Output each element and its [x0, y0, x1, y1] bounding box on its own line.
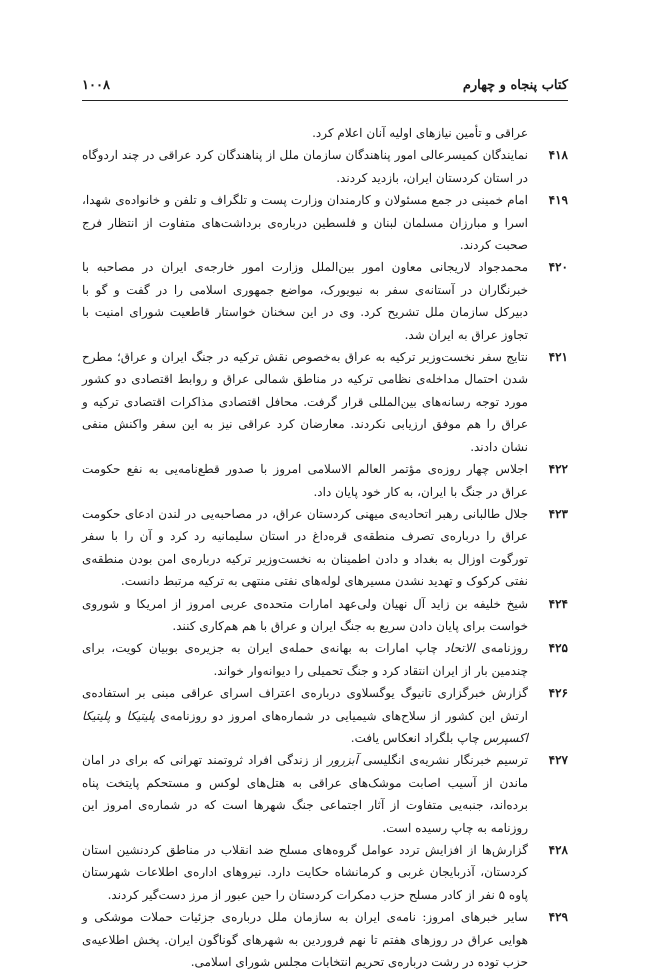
entry-number: ۴۱۹ [548, 193, 568, 208]
entry-427 [82, 749, 568, 839]
entry-number: ۴۲۸ [548, 843, 568, 857]
entry-text-pre: گزارش خبرگزاری تانیوگ یوگسلاوی درباره‌ی اعتراف اسرای عراقی مبنی بر استفاده‌ی ارتش این کشور از سلاح‌های شیمیایی در شماره‌های امروز دو روزنامه‌ی [82, 686, 528, 723]
newspaper-name: پلیتیکا [126, 708, 156, 723]
entry-text: امام خمینی در جمع مسئولان و کارمندان وزارت پست و تلگراف و تلفن و خانواده‌ی شهدا، اسرا و مبارزان مسلمان لبنان و فلسطین درباره‌ی برداشت‌های متفاوت از انتظار فرج صحبت کردند. [82, 193, 528, 253]
newspaper-name-2: پلیتیکا اکسپرس [82, 708, 528, 745]
entry-text: گزارش‌ها از افزایش تردد عوامل گروه‌های مسلح ضد انقلاب در مناطق کردنشین استان کردستان، آذربایجان غربی و کرمانشاه حکایت دارد. نیروهای اداره‌ی اطلاعات شهرستان پاوه ۵ نفر از کادر مسلح حزب دمکرات کردستان را حین عبور از مرز دست‌گیر کردند. [82, 843, 528, 902]
page-number: ۱۰۰۸ [82, 78, 110, 93]
entry-428 [82, 839, 568, 906]
entry-text-pre: روزنامه‌ی [474, 641, 528, 656]
entry-423 [82, 503, 568, 593]
entry-number: ۴۲۷ [548, 753, 568, 768]
entry-text: چاپ بلگراد انعکاس یافت. [350, 730, 484, 745]
newspaper-name: الاتحاد [444, 641, 475, 656]
entry-text: سایر خبرهای امروز: نامه‌ی ایران به سازمان ملل درباره‌ی جزئیات حملات موشکی و هوایی عراق در روزهای هفتم تا نهم فروردین به شهرهای گوناگون ایران. پخش اطلاعیه‌ی حزب توده در رشت درباره‌ی تحریم انتخابات مجلس شورای اسلامی. [82, 910, 528, 970]
entry-number: ۴۲۳ [548, 506, 568, 521]
entry-418 [82, 144, 568, 189]
entry-text-pre: ترسیم خبرنگار نشریه‌ی انگلیسی [358, 753, 528, 768]
entry-text-mid: و [110, 708, 127, 723]
entry-422 [82, 458, 568, 503]
entry-425 [82, 637, 568, 682]
continuation-paragraph: عراقی و تأمین نیازهای اولیه آنان اعلام کرد. [312, 126, 528, 140]
entry-number: ۴۱۸ [548, 148, 568, 163]
document-body [82, 122, 568, 973]
entry-number: ۴۲۵ [548, 641, 568, 656]
entry-text: نتایج سفر نخست‌وزیر ترکیه به عراق به‌خصوص نقش ترکیه در جنگ ایران و عراق؛ مطرح شدن احتمال مداخله‌ی نظامی ترکیه در مناطق شمالی عراق و روابط اقتصادی دو کشور مورد توجه رسانه‌های بین‌المللی قرار گرفت. محافل اقتصادی مذاکرات اقتصادی ترکیه و عراق را هم موفق ارزیابی نکردند. معارضان کرد عراقی نیز به این سفر واکنش منفی نشان دادند. [82, 350, 528, 454]
entry-text: از زندگی افراد ثروتمند تهرانی که برای در امان ماندن از آسیب اصابت موشک‌های عراقی به هتل‌های لوکس و مستحکم پایتخت پناه برده‌اند، جنبه‌یی متفاوت از آثار اجتماعی جنگ شهرها است که در شماره‌ی امروز این روزنامه به چاپ رسیده است. [82, 753, 528, 835]
header-rule [82, 100, 568, 101]
entry-text: جلال طالبانی رهبر اتحادیه‌ی میهنی کردستان عراق، در مصاحبه‌یی در لندن ادعای حکومت عراق را درباره‌ی تصرف منطقه‌ی قره‌داغ در استان سلیمانیه رد کرد و آن را با سفر تورگوت اوزال به بغداد و دادن اطمینان به نخست‌وزیر ترکیه درباره‌ی امن بودن منطقه‌ی نفتی کرکوک و تهدید نشدن مسیرهای لوله‌های نفتی منتهی به ترکیه مرتبط دانست. [82, 506, 528, 589]
entry-number: ۴۲۱ [548, 350, 568, 365]
entry-text: محمدجواد لاریجانی معاون امور بین‌الملل وزارت امور خارجه‌ی ایران در مصاحبه با خبرنگاران در آستانه‌ی سفر به نیویورک، مواضع جمهوری اسلامی را در گفت و گو با دبیرکل سازمان ملل تشریح کرد. وی در این سخنان خواستار قاطعیت شورای امنیت با تجاوز عراق به ایران شد. [82, 260, 528, 342]
entry-text: نمایندگان کمیسرعالی امور پناهندگان سازمان ملل از پناهندگان کرد عراقی در چند اردوگاه در استان کردستان ایران، بازدید کردند. [82, 148, 528, 185]
newspaper-name: آبزرور [327, 753, 359, 768]
running-header [82, 78, 568, 100]
entry-text: شیخ خلیفه بن زاید آل نهیان ولی‌عهد امارات متحده‌ی عربی امروز از امریکا و شوروی خواست برای پایان دادن سریع به جنگ ایران و عراق با هم هم‌کاری کنند. [82, 596, 528, 633]
entry-426 [82, 682, 568, 749]
entry-text: چاپ امارات به بهانه‌ی حمله‌ی ایران به جزیره‌ی بوبیان کویت، برای چندمین بار از ایران انتقاد کرد و جنگ تحمیلی را دیوانه‌وار خواند. [82, 641, 528, 678]
entry-number: ۴۲۹ [548, 910, 568, 925]
book-title: کتاب پنجاه و چهارم [462, 78, 568, 93]
entry-420 [82, 256, 568, 346]
entry-number: ۴۲۶ [548, 686, 568, 701]
entry-429 [82, 906, 568, 973]
entry-text: اجلاس چهار روزه‌ی مؤتمر العالم الاسلامی امروز با صدور قطع‌نامه‌یی به نفع حکومت عراق در جنگ با ایران، به کار خود پایان داد. [82, 462, 528, 499]
entry-number: ۴۲۴ [548, 596, 568, 611]
entry-number: ۴۲۲ [548, 462, 568, 477]
entry-424 [82, 593, 568, 638]
entry-421 [82, 346, 568, 458]
entry-number: ۴۲۰ [548, 260, 568, 275]
entry-419 [82, 189, 568, 256]
